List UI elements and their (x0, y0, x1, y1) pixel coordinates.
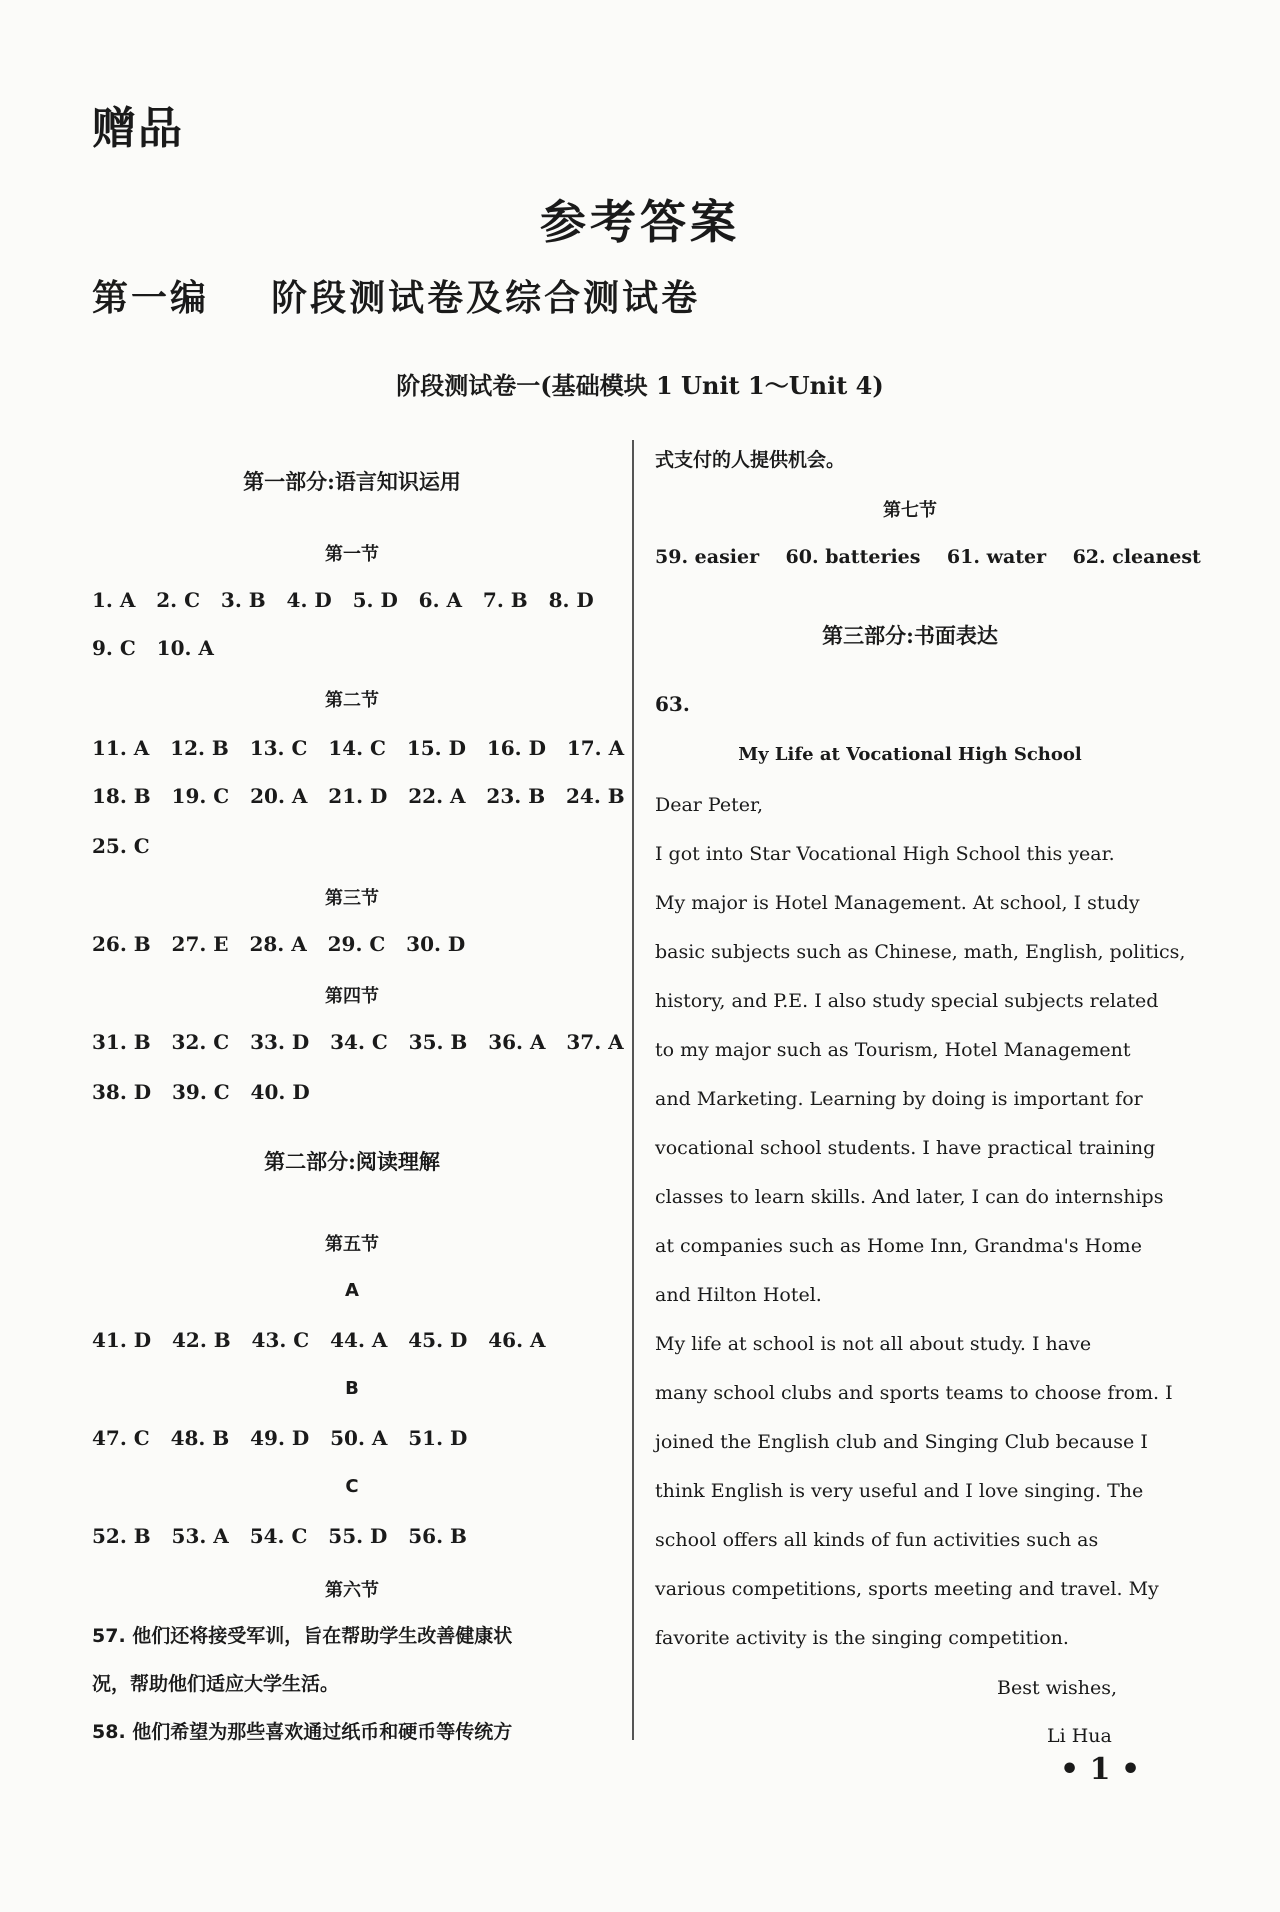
part-heading: 第一编 阶段测试卷及综合测试卷 (92, 278, 701, 319)
essay-line: and Marketing. Learning by doing is important for (655, 1088, 1143, 1110)
essay-line: joined the English club and Singing Club because I (655, 1431, 1148, 1453)
answer-line: 1. A 2. C 3. B 4. D 5. D 6. A 7. B 8. D (92, 588, 594, 612)
essay-line: I got into Star Vocational High School this year. (655, 843, 1115, 865)
section-heading: 第七节 (883, 500, 937, 521)
answer-text: 况，帮助他们适应大学生活。 (92, 1673, 340, 1695)
closing: Best wishes, (997, 1677, 1117, 1699)
test-title: 阶段测试卷一(基础模块 1 Unit 1～Unit 4) (396, 371, 884, 400)
answer-line: 31. B 32. C 33. D 34. C 35. B 36. A 37. A (92, 1030, 624, 1054)
essay-line: think English is very useful and I love singing. The (655, 1480, 1144, 1502)
answer-line: 26. B 27. E 28. A 29. C 30. D (92, 932, 466, 956)
column-divider (632, 440, 634, 1740)
page-title: 参考答案 (540, 195, 740, 249)
essay-line: at companies such as Home Inn, Grandma's Home (655, 1235, 1142, 1257)
answer-line: 52. B 53. A 54. C 55. D 56. B (92, 1524, 467, 1548)
essay-line: school offers all kinds of fun activities such as (655, 1529, 1099, 1551)
section-heading: 第二节 (325, 690, 379, 711)
answer-text: 式支付的人提供机会。 (655, 449, 846, 471)
essay-line: vocational school students. I have practical training (655, 1137, 1156, 1159)
essay-line: various competitions, sports meeting and travel. My (655, 1578, 1159, 1600)
essay-title: My Life at Vocational High School (738, 744, 1082, 765)
section-heading: 第一节 (325, 544, 379, 565)
part1-heading: 第一部分:语言知识运用 (243, 469, 461, 494)
essay-line: many school clubs and sports teams to choose from. I (655, 1382, 1173, 1404)
page-number: • 1 • (1060, 1752, 1141, 1787)
question-number: 63. (655, 692, 690, 716)
section-heading: 第四节 (325, 986, 379, 1007)
answer-line: 59. easier 60. batteries 61. water 62. cleanest (655, 546, 1201, 568)
passage-label: B (345, 1378, 359, 1399)
essay-line: My major is Hotel Management. At school, I study (655, 892, 1140, 914)
essay-line: history, and P.E. I also study special subjects related (655, 990, 1159, 1012)
essay-line: to my major such as Tourism, Hotel Management (655, 1039, 1131, 1061)
essay-line: basic subjects such as Chinese, math, English, politics, (655, 941, 1186, 963)
essay-line: classes to learn skills. And later, I can do internships (655, 1186, 1164, 1208)
answer-line: 11. A 12. B 13. C 14. C 15. D 16. D 17. A (92, 736, 625, 760)
section-heading: 第六节 (325, 1580, 379, 1601)
essay-line: My life at school is not all about study. I have (655, 1333, 1092, 1355)
section-heading: 第三节 (325, 888, 379, 909)
passage-label: A (345, 1280, 359, 1301)
answer-text: 58. 他们希望为那些喜欢通过纸币和硬币等传统方 (92, 1721, 513, 1743)
answer-line: 18. B 19. C 20. A 21. D 22. A 23. B 24. B (92, 784, 625, 808)
passage-label: C (345, 1476, 359, 1497)
answer-line: 25. C (92, 834, 150, 858)
answer-line: 38. D 39. C 40. D (92, 1080, 310, 1104)
answer-text: 57. 他们还将接受军训，旨在帮助学生改善健康状 (92, 1625, 513, 1647)
signature: Li Hua (1047, 1725, 1112, 1747)
section-heading: 第五节 (325, 1234, 379, 1255)
essay-line: and Hilton Hotel. (655, 1284, 822, 1306)
part3-heading: 第三部分:书面表达 (822, 623, 998, 648)
answer-line: 47. C 48. B 49. D 50. A 51. D (92, 1426, 468, 1450)
essay-line: Dear Peter, (655, 794, 764, 816)
essay-line: favorite activity is the singing competition. (655, 1627, 1069, 1649)
part2-heading: 第二部分:阅读理解 (264, 1149, 440, 1174)
gift-stamp: 赠品 (92, 103, 184, 154)
answer-line: 9. C 10. A (92, 636, 214, 660)
answer-line: 41. D 42. B 43. C 44. A 45. D 46. A (92, 1328, 546, 1352)
